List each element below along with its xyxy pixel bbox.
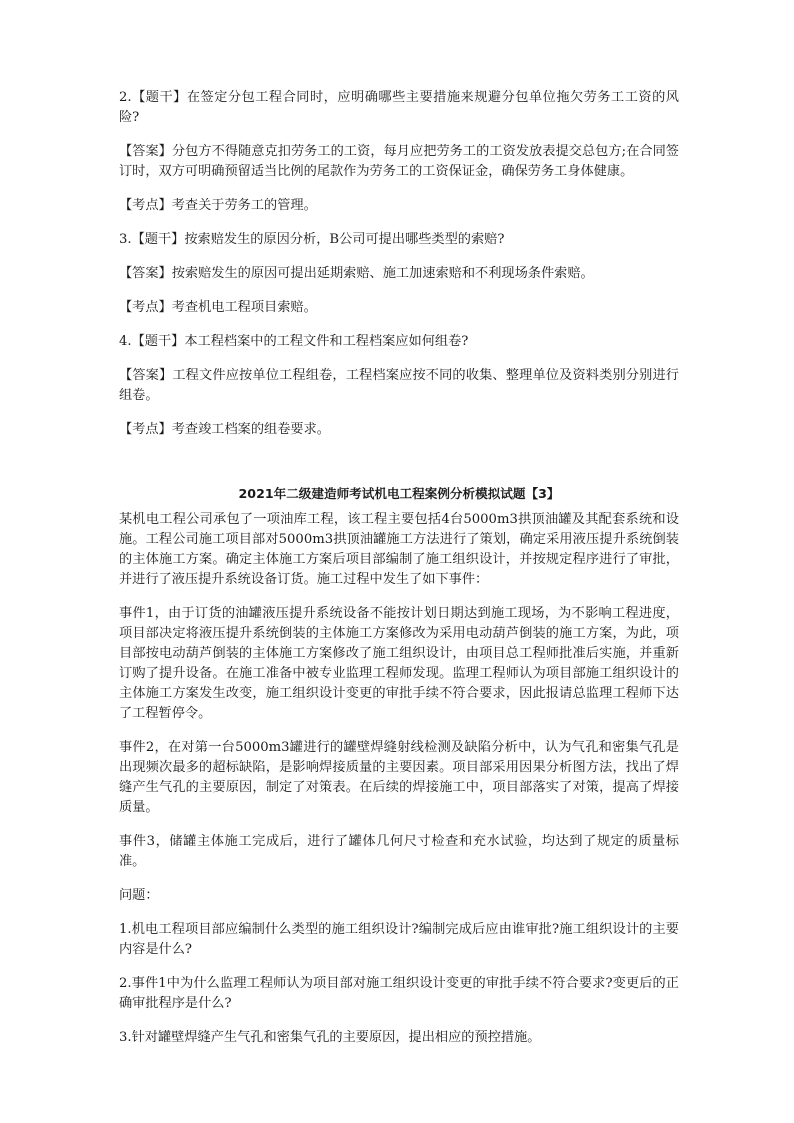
q2-answer: 【答案】分包方不得随意克扣劳务工的工资，每月应把劳务工的工资发放表提交总包方;在合同签订时，双方可明确预留适当比例的尾款作为劳务工的工资保证金，确保劳务工身体健康。: [119, 144, 679, 179]
event-2: 事件2，在对第一台5000m3罐进行的罐壁焊缝射线检测及缺陷分析中，认为气孔和密集气孔是出现频次最多的超标缺陷，是影响焊接质量的主要因素。项目部采用因果分析图方法，找出了焊缝产生气孔的主要原因，制定了对策表。在后续的焊接施工中，项目部落实了对策，提高了焊接质量。: [119, 740, 679, 815]
q4-answer: 【答案】工程文件应按单位工程组卷，工程档案应按不同的收集、整理单位及资料类别分别进行组卷。: [119, 368, 679, 403]
q2-stem: 2.【题干】在签定分包工程合同时，应明确哪些主要措施来规避分包单位拖欠劳务工工资的风险?: [119, 90, 679, 125]
question-3: 3.针对罐壁焊缝产生气孔和密集气孔的主要原因，提出相应的预控措施。: [119, 1030, 541, 1045]
q4-stem: 4.【题干】本工程档案中的工程文件和工程档案应如何组卷?: [119, 334, 469, 349]
q3-stem: 3.【题干】按索赔发生的原因分析，B公司可提出哪些类型的索赔?: [119, 232, 505, 247]
questions-label: 问题：: [119, 888, 159, 903]
question-2: 2.事件1中为什么监理工程师认为项目部对施工组织设计变更的审批手续不符合要求?变更后的正确审批程序是什么?: [119, 976, 679, 1011]
question-1: 1.机电工程项目部应编制什么类型的施工组织设计?编制完成后应由谁审批?施工组织设计的主要内容是什么?: [119, 922, 679, 957]
q3-point: 【考点】考查机电工程项目索赔。: [119, 300, 317, 315]
case-intro: 某机电工程公司承包了一项油库工程，该工程主要包括4台5000m3拱顶油罐及其配套系统和设施。工程公司施工项目部对5000m3拱顶油罐施工方法进行了策划，确定采用液压提升系统倒装的主体施工方案。确定主体施工方案后项目部编制了施工组织设计，并按规定程序进行了审批，并进行了液压提升系统设备订货。施工过程中发生了如下事件：: [119, 512, 679, 587]
q3-answer: 【答案】按索赔发生的原因可提出延期索赔、施工加速索赔和不利现场条件索赔。: [119, 266, 594, 281]
document-page: [119, 88, 679, 1062]
event-1: 事件1，由于订货的油罐液压提升系统设备不能按计划日期达到施工现场，为不影响工程进度，项目部决定将液压提升系统倒装的主体施工方案修改为采用电动葫芦倒装的施工方案，为此，项目部按电动葫芦倒装的主体施工方案修改了施工组织设计，由项目总工程师批准后实施，并重新订购了提升设备。在施工准备中被专业监理工程师发现。监理工程师认为项目部施工组织设计的主体施工方案发生改变，施工组织设计变更的审批手续不符合要求，因此报请总监理工程师下达了工程暂停令。: [119, 606, 679, 721]
event-3: 事件3，储罐主体施工完成后，进行了罐体几何尺寸检查和充水试验，均达到了规定的质量标准。: [119, 834, 679, 869]
exam-title: 2021年二级建造师考试机电工程案例分析模拟试题【3】: [238, 486, 560, 501]
q4-point: 【考点】考查竣工档案的组卷要求。: [119, 422, 330, 437]
q2-point: 【考点】考查关于劳务工的管理。: [119, 198, 317, 213]
